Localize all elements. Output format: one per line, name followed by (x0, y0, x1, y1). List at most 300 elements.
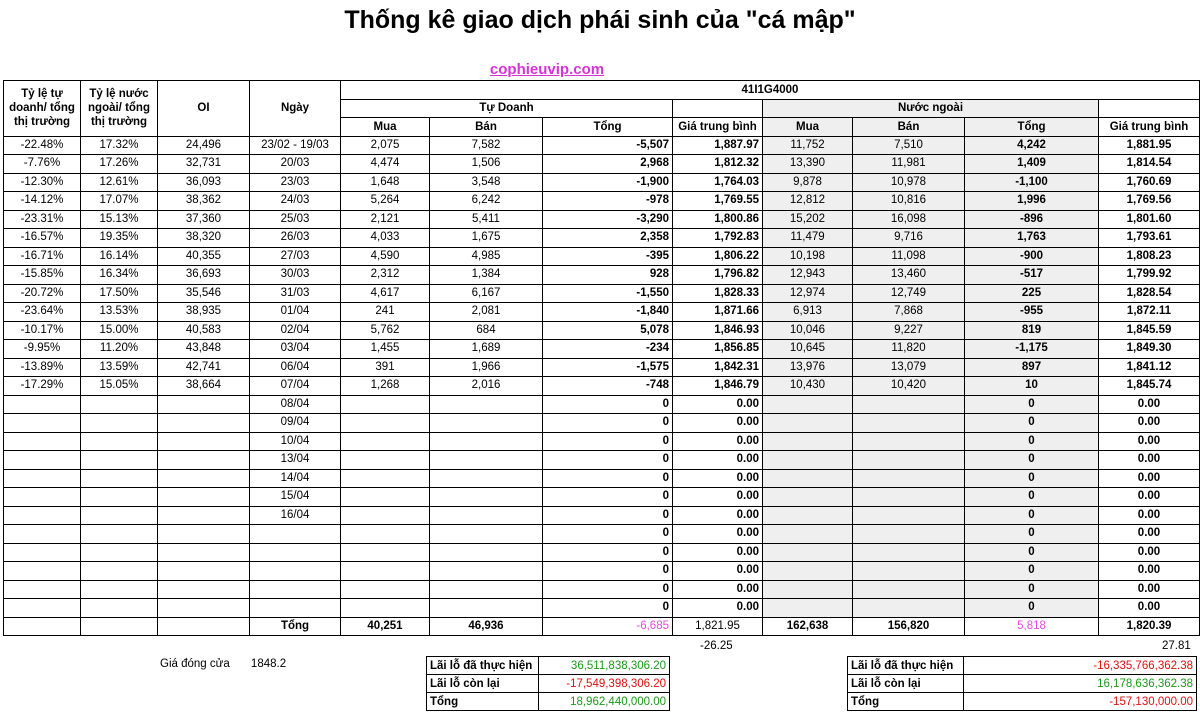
cell-tm: 2,075 (341, 136, 430, 155)
cell-date: 09/04 (250, 414, 341, 433)
pl-value: -17,549,398,306.20 (539, 675, 670, 693)
cell-nb: 9,227 (853, 321, 965, 340)
cell-tb: 1,689 (430, 340, 543, 359)
table-row (4, 451, 1200, 470)
cell-tb (430, 506, 543, 525)
cell-r1: -10.17% (4, 321, 81, 340)
cell-r1 (4, 525, 81, 544)
total-tm: 40,251 (341, 617, 430, 636)
cell-date: 27/03 (250, 247, 341, 266)
cell-r1: -12.30% (4, 173, 81, 192)
cell-oi (158, 599, 250, 618)
cell-ta: 1,846.93 (673, 321, 763, 340)
cell-na: 1,872.11 (1099, 303, 1200, 322)
cell-r2: 13.59% (81, 358, 158, 377)
cell-nm: 11,752 (763, 136, 853, 155)
cell-tt: -5,507 (543, 136, 673, 155)
cell-ta: 0.00 (673, 525, 763, 544)
cell-ta: 0.00 (673, 543, 763, 562)
cell-ta: 1,769.55 (673, 192, 763, 211)
cell-date: 23/03 (250, 173, 341, 192)
cell-oi: 38,320 (158, 229, 250, 248)
table-row (4, 395, 1200, 414)
cell-ta: 1,828.33 (673, 284, 763, 303)
total-nb: 156,820 (853, 617, 965, 636)
cell-date: 23/02 - 19/03 (250, 136, 341, 155)
closing-price (160, 658, 286, 670)
total-empty (158, 617, 250, 636)
cell-na: 1,845.74 (1099, 377, 1200, 396)
table-row (4, 192, 1200, 211)
cell-tt: -1,840 (543, 303, 673, 322)
cell-date (250, 525, 341, 544)
header-date: Ngày (250, 81, 341, 137)
cell-ta: 0.00 (673, 488, 763, 507)
cell-tt: 2,358 (543, 229, 673, 248)
cell-ta: 1,764.03 (673, 173, 763, 192)
cell-tb: 1,675 (430, 229, 543, 248)
nn-summary-value: 27.81 (1162, 640, 1191, 652)
table-row (4, 525, 1200, 544)
total-tt: -6,685 (543, 617, 673, 636)
cell-nm (763, 469, 853, 488)
cell-na: 1,845.59 (1099, 321, 1200, 340)
cell-nt: -1,175 (965, 340, 1099, 359)
cell-tb (430, 395, 543, 414)
cell-r2: 13.53% (81, 303, 158, 322)
cell-na: 1,793.61 (1099, 229, 1200, 248)
cell-nt: 1,996 (965, 192, 1099, 211)
cell-nb: 16,098 (853, 210, 965, 229)
cell-r1: -16.57% (4, 229, 81, 248)
cell-oi: 42,741 (158, 358, 250, 377)
cell-tt: 0 (543, 562, 673, 581)
cell-date: 30/03 (250, 266, 341, 285)
table-row (4, 506, 1200, 525)
cell-r1 (4, 580, 81, 599)
cell-r2 (81, 395, 158, 414)
cell-tm (341, 562, 430, 581)
cell-ta: 0.00 (673, 562, 763, 581)
header-nn-avg: Giá trung bình (1099, 118, 1200, 137)
cell-tm: 391 (341, 358, 430, 377)
cell-tt: 0 (543, 488, 673, 507)
cell-nt: -517 (965, 266, 1099, 285)
table-row (4, 562, 1200, 581)
cell-nb (853, 488, 965, 507)
table-row (4, 599, 1200, 618)
cell-tb (430, 580, 543, 599)
cell-tm (341, 543, 430, 562)
cell-nb (853, 525, 965, 544)
cell-oi: 36,693 (158, 266, 250, 285)
cell-oi (158, 506, 250, 525)
cell-nm: 12,812 (763, 192, 853, 211)
cell-date (250, 543, 341, 562)
header-td-buy: Mua (341, 118, 430, 137)
cell-na: 1,769.56 (1099, 192, 1200, 211)
pl-value: 16,178,636,362.38 (964, 675, 1197, 693)
cell-r2: 17.26% (81, 155, 158, 174)
cell-nb (853, 432, 965, 451)
cell-r2 (81, 506, 158, 525)
cell-tb (430, 469, 543, 488)
cell-nt: 0 (965, 414, 1099, 433)
cell-nm: 13,390 (763, 155, 853, 174)
cell-tm: 4,617 (341, 284, 430, 303)
cell-nb: 11,981 (853, 155, 965, 174)
cell-ta: 0.00 (673, 414, 763, 433)
cell-date: 10/04 (250, 432, 341, 451)
cell-nb: 13,079 (853, 358, 965, 377)
cell-ta: 1,856.85 (673, 340, 763, 359)
pl-row (848, 693, 1197, 711)
cell-r1: -23.31% (4, 210, 81, 229)
cell-tb: 2,081 (430, 303, 543, 322)
cell-r2: 11.20% (81, 340, 158, 359)
cell-ta: 0.00 (673, 580, 763, 599)
cell-nt: -896 (965, 210, 1099, 229)
cell-tm: 4,033 (341, 229, 430, 248)
td-summary-value: -26.25 (700, 640, 733, 652)
cell-na: 1,841.12 (1099, 358, 1200, 377)
cell-na: 1,799.92 (1099, 266, 1200, 285)
totals-row (4, 617, 1200, 636)
pl-value: -157,130,000.00 (964, 693, 1197, 711)
cell-date: 15/04 (250, 488, 341, 507)
cell-oi: 36,093 (158, 173, 250, 192)
cell-r1 (4, 506, 81, 525)
cell-date: 03/04 (250, 340, 341, 359)
cell-nm (763, 414, 853, 433)
cell-tt: 0 (543, 432, 673, 451)
cell-ta: 0.00 (673, 469, 763, 488)
cell-nb: 10,420 (853, 377, 965, 396)
cell-r1: -15.85% (4, 266, 81, 285)
cell-r1 (4, 543, 81, 562)
total-empty (4, 617, 81, 636)
cell-nb: 10,816 (853, 192, 965, 211)
cell-oi: 35,546 (158, 284, 250, 303)
cell-tm: 2,121 (341, 210, 430, 229)
cell-tt: 0 (543, 525, 673, 544)
cell-nm: 12,974 (763, 284, 853, 303)
cell-date: 01/04 (250, 303, 341, 322)
cell-nm (763, 432, 853, 451)
cell-ta: 1,806.22 (673, 247, 763, 266)
cell-r2: 15.13% (81, 210, 158, 229)
cell-na: 1,881.95 (1099, 136, 1200, 155)
cell-r1 (4, 488, 81, 507)
header-group-nn: Nước ngoài (763, 99, 1099, 118)
pl-table-nn (847, 656, 1197, 711)
cell-r1 (4, 562, 81, 581)
total-nt: 5,818 (965, 617, 1099, 636)
header-ratio-td: Tỷ lệ tự doanh/ tổng thị trường (4, 81, 81, 137)
table-row (4, 432, 1200, 451)
pl-row (848, 675, 1197, 693)
cell-tb (430, 525, 543, 544)
cell-oi: 40,355 (158, 247, 250, 266)
pl-row (427, 693, 670, 711)
header-td-avg: Giá trung bình (673, 118, 763, 137)
cell-nb (853, 469, 965, 488)
cell-tm: 1,648 (341, 173, 430, 192)
cell-tm (341, 451, 430, 470)
cell-nb (853, 395, 965, 414)
header-td-total: Tổng (543, 118, 673, 137)
pl-label: Tổng (848, 693, 964, 711)
cell-tm: 5,762 (341, 321, 430, 340)
cell-na: 0.00 (1099, 414, 1200, 433)
cell-tm (341, 580, 430, 599)
cell-date: 20/03 (250, 155, 341, 174)
cell-tm: 2,312 (341, 266, 430, 285)
cell-oi (158, 414, 250, 433)
cell-nt: -955 (965, 303, 1099, 322)
cell-ta: 1,792.83 (673, 229, 763, 248)
cell-r2 (81, 451, 158, 470)
cell-date: 08/04 (250, 395, 341, 414)
pl-row (848, 657, 1197, 675)
cell-tm: 4,474 (341, 155, 430, 174)
cell-date: 26/03 (250, 229, 341, 248)
header-ratio-nn: Tỷ lệ nước ngoài/ tổng thị trường (81, 81, 158, 137)
header-spacer (1099, 99, 1200, 118)
cell-r1: -7.76% (4, 155, 81, 174)
cell-tm (341, 469, 430, 488)
cell-r2 (81, 488, 158, 507)
cell-tt: 0 (543, 451, 673, 470)
cell-tm: 1,268 (341, 377, 430, 396)
cell-nm (763, 506, 853, 525)
cell-oi (158, 488, 250, 507)
cell-nm: 10,645 (763, 340, 853, 359)
cell-nb: 9,716 (853, 229, 965, 248)
cell-tt: 0 (543, 543, 673, 562)
cell-r2 (81, 543, 158, 562)
cell-r1: -9.95% (4, 340, 81, 359)
cell-oi: 37,360 (158, 210, 250, 229)
cell-nm (763, 395, 853, 414)
header-spacer (673, 99, 763, 118)
derivatives-table (3, 80, 1200, 636)
table-row (4, 266, 1200, 285)
cell-oi: 38,362 (158, 192, 250, 211)
cell-na: 0.00 (1099, 506, 1200, 525)
cell-nt: 10 (965, 377, 1099, 396)
cell-oi (158, 395, 250, 414)
cell-r1 (4, 599, 81, 618)
pl-row (427, 675, 670, 693)
cell-na: 1,828.54 (1099, 284, 1200, 303)
cell-nt: 0 (965, 580, 1099, 599)
cell-tt: 0 (543, 599, 673, 618)
cell-nb: 7,868 (853, 303, 965, 322)
cell-tt: -1,550 (543, 284, 673, 303)
pl-value: 18,962,440,000.00 (539, 693, 670, 711)
cell-tb: 1,506 (430, 155, 543, 174)
cell-r1: -20.72% (4, 284, 81, 303)
cell-r2 (81, 562, 158, 581)
cell-r2 (81, 432, 158, 451)
cell-nm (763, 562, 853, 581)
cell-r1: -23.64% (4, 303, 81, 322)
cell-r2 (81, 599, 158, 618)
pl-value: 36,511,838,306.20 (539, 657, 670, 675)
cell-tm: 5,264 (341, 192, 430, 211)
cell-ta: 1,842.31 (673, 358, 763, 377)
cell-nt: 0 (965, 432, 1099, 451)
cell-ta: 0.00 (673, 395, 763, 414)
total-label: Tổng (250, 617, 341, 636)
closing-price-label: Giá đóng cửa (160, 658, 230, 670)
cell-nt: 0 (965, 599, 1099, 618)
cell-tb: 5,411 (430, 210, 543, 229)
cell-tb (430, 488, 543, 507)
table-row (4, 284, 1200, 303)
cell-tb: 6,167 (430, 284, 543, 303)
cell-nm: 9,878 (763, 173, 853, 192)
cell-tm (341, 488, 430, 507)
table-row (4, 247, 1200, 266)
cell-nt: 0 (965, 469, 1099, 488)
total-nm: 162,638 (763, 617, 853, 636)
cell-tb: 3,548 (430, 173, 543, 192)
cell-na: 0.00 (1099, 395, 1200, 414)
cell-r2: 17.07% (81, 192, 158, 211)
cell-nm: 15,202 (763, 210, 853, 229)
cell-tm (341, 599, 430, 618)
cell-tt: -1,900 (543, 173, 673, 192)
cell-ta: 1,887.97 (673, 136, 763, 155)
cell-nm (763, 580, 853, 599)
cell-oi (158, 469, 250, 488)
cell-na: 1,801.60 (1099, 210, 1200, 229)
site-link[interactable]: cophieuvip.com (489, 61, 605, 78)
pl-label: Lãi lỗ còn lại (427, 675, 539, 693)
table-row (4, 229, 1200, 248)
cell-tb (430, 414, 543, 433)
cell-tm (341, 395, 430, 414)
cell-oi (158, 525, 250, 544)
cell-nb: 11,820 (853, 340, 965, 359)
pl-label: Tổng (427, 693, 539, 711)
header-group-td: Tự Doanh (341, 99, 673, 118)
table-row (4, 136, 1200, 155)
cell-na: 0.00 (1099, 451, 1200, 470)
cell-ta: 0.00 (673, 506, 763, 525)
header-contract: 41I1G4000 (341, 81, 1200, 100)
cell-r2: 15.00% (81, 321, 158, 340)
cell-nt: 0 (965, 543, 1099, 562)
cell-nm (763, 543, 853, 562)
cell-nt: -900 (965, 247, 1099, 266)
cell-r1: -17.29% (4, 377, 81, 396)
cell-tt: 5,078 (543, 321, 673, 340)
cell-date: 16/04 (250, 506, 341, 525)
cell-ta: 1,846.79 (673, 377, 763, 396)
cell-tb: 4,985 (430, 247, 543, 266)
cell-nb (853, 451, 965, 470)
cell-r2 (81, 525, 158, 544)
cell-nm: 6,913 (763, 303, 853, 322)
cell-date: 25/03 (250, 210, 341, 229)
cell-tb (430, 599, 543, 618)
cell-oi (158, 432, 250, 451)
cell-tb: 6,242 (430, 192, 543, 211)
cell-tt: -748 (543, 377, 673, 396)
header-oi: OI (158, 81, 250, 137)
cell-r1 (4, 432, 81, 451)
table-row (4, 377, 1200, 396)
cell-oi: 38,935 (158, 303, 250, 322)
cell-na: 0.00 (1099, 525, 1200, 544)
pl-value: -16,335,766,362.38 (964, 657, 1197, 675)
cell-oi (158, 543, 250, 562)
cell-na: 0.00 (1099, 488, 1200, 507)
cell-r2 (81, 580, 158, 599)
table-row (4, 210, 1200, 229)
cell-ta: 0.00 (673, 599, 763, 618)
cell-nb: 7,510 (853, 136, 965, 155)
cell-nb (853, 599, 965, 618)
cell-date (250, 580, 341, 599)
cell-r2: 16.34% (81, 266, 158, 285)
cell-tt: -3,290 (543, 210, 673, 229)
cell-tt: 0 (543, 506, 673, 525)
cell-na: 1,808.23 (1099, 247, 1200, 266)
cell-r1 (4, 451, 81, 470)
cell-oi (158, 451, 250, 470)
cell-r2 (81, 469, 158, 488)
cell-nb: 10,978 (853, 173, 965, 192)
cell-r1 (4, 469, 81, 488)
cell-nt: 1,409 (965, 155, 1099, 174)
cell-nt: 0 (965, 451, 1099, 470)
cell-oi (158, 562, 250, 581)
cell-nt: 0 (965, 488, 1099, 507)
cell-tt: 2,968 (543, 155, 673, 174)
cell-tb (430, 432, 543, 451)
total-ta: 1,821.95 (673, 617, 763, 636)
cell-nt: 1,763 (965, 229, 1099, 248)
table-row (4, 303, 1200, 322)
cell-r1: -16.71% (4, 247, 81, 266)
cell-r1: -13.89% (4, 358, 81, 377)
table-row (4, 543, 1200, 562)
cell-r2: 15.05% (81, 377, 158, 396)
cell-nt: 4,242 (965, 136, 1099, 155)
table-row (4, 488, 1200, 507)
pl-label: Lãi lỗ đã thực hiện (848, 657, 964, 675)
table-row (4, 358, 1200, 377)
table-row (4, 173, 1200, 192)
cell-nb: 13,460 (853, 266, 965, 285)
table-row (4, 321, 1200, 340)
cell-nm (763, 488, 853, 507)
cell-na: 0.00 (1099, 432, 1200, 451)
cell-nt: 897 (965, 358, 1099, 377)
cell-tt: 0 (543, 414, 673, 433)
cell-tb (430, 451, 543, 470)
cell-nm: 10,046 (763, 321, 853, 340)
cell-tb: 684 (430, 321, 543, 340)
cell-tm (341, 414, 430, 433)
cell-nt: 0 (965, 506, 1099, 525)
page-title: Thống kê giao dịch phái sinh của "cá mập" (344, 6, 856, 34)
cell-nt: -1,100 (965, 173, 1099, 192)
